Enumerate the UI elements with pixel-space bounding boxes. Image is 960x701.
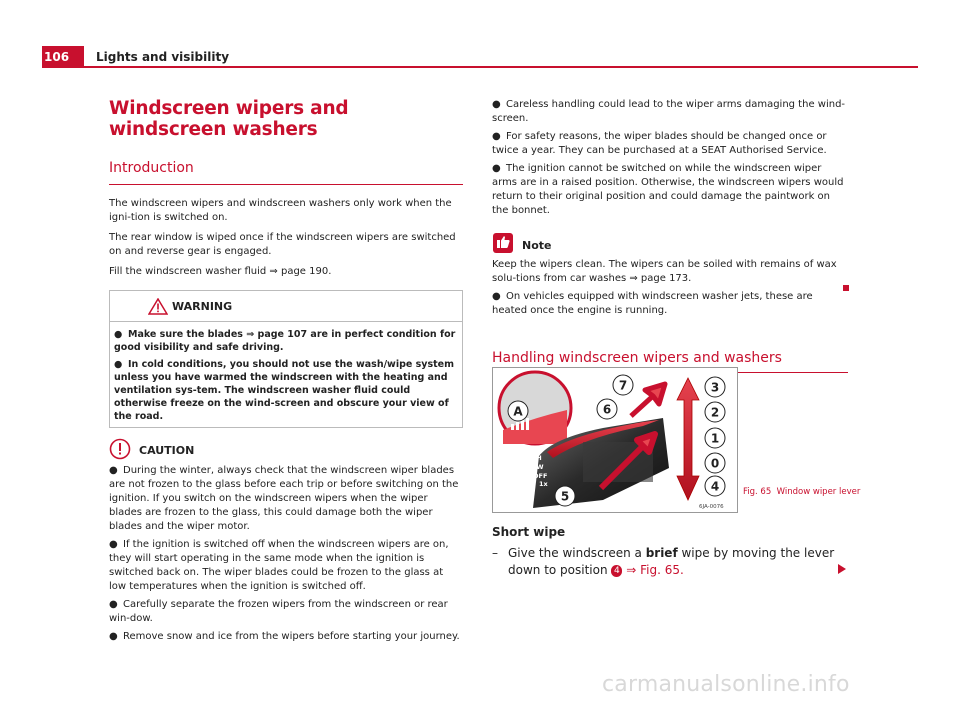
svg-text:A: A bbox=[513, 404, 523, 419]
lever-label-single: 1x bbox=[539, 480, 548, 488]
end-marker bbox=[843, 285, 849, 291]
watermark: carmanualsonline.info bbox=[602, 672, 850, 697]
callout-3 bbox=[705, 377, 725, 397]
callout-5 bbox=[555, 486, 575, 506]
callout-0 bbox=[705, 453, 725, 473]
svg-text:7: 7 bbox=[618, 378, 628, 393]
vertical-arrow bbox=[677, 378, 699, 500]
left-column bbox=[109, 98, 463, 644]
caution-header bbox=[109, 436, 463, 460]
svg-text:0: 0 bbox=[710, 456, 720, 471]
header-title: Lights and visibility bbox=[96, 50, 230, 64]
intro-paragraph-1: The windscreen wipers and windscreen washers only work when the igni-tion is switched on. bbox=[109, 198, 452, 223]
list-item: ● For safety reasons, the wiper blades should be changed once or twice a year. They can be purchased at a SEAT Authorised Service. bbox=[492, 131, 827, 156]
wiper-lever-illustration bbox=[493, 368, 737, 512]
note-header bbox=[492, 230, 848, 254]
svg-text:3: 3 bbox=[710, 380, 720, 395]
header-rule bbox=[84, 66, 918, 68]
figure-caption: Fig. 65 Window wiper lever bbox=[743, 487, 861, 497]
page-number: 106 bbox=[42, 46, 84, 68]
caution-item: ● During the winter, always check that the windscreen wiper blades are not frozen to the glass before each trip or before switching on the ignition. If you switch on the windscreen wipers when the wiper blades are frozen to the glass, this could damage both the wiper blades and the wiper motor. bbox=[109, 465, 459, 532]
note-paragraph: Keep the wipers clean. The wipers can be soiled with remains of wax solu-tions from car washes ⇒ page 173. bbox=[492, 259, 837, 284]
svg-text:4: 4 bbox=[710, 479, 720, 494]
right-column bbox=[492, 98, 848, 373]
position-badge: 4 bbox=[611, 565, 622, 577]
lever-label-high: HIGH bbox=[523, 454, 542, 462]
caution-item: ● Remove snow and ice from the wipers before starting your journey. bbox=[109, 631, 460, 642]
note-icon bbox=[492, 232, 514, 254]
svg-text:2: 2 bbox=[710, 405, 720, 420]
warning-label: WARNING bbox=[172, 300, 233, 313]
caution-item: ● Carefully separate the frozen wipers from the windscreen or rear win-dow. bbox=[109, 599, 448, 624]
note-label: Note bbox=[522, 239, 552, 252]
lever-label-off: OFF bbox=[533, 472, 548, 480]
diagonal-arrow-upper bbox=[631, 384, 665, 416]
page-title: Windscreen wipers and windscreen washers bbox=[109, 98, 349, 140]
callout-4 bbox=[705, 476, 725, 496]
list-item: ● The ignition cannot be switched on while the windscreen wiper arms are in a raised position. Otherwise, the windscreen wipers would return to their original position and could damage the paintwork on the bonnet. bbox=[492, 163, 844, 216]
continue-arrow-icon bbox=[838, 564, 846, 574]
svg-text:5: 5 bbox=[560, 489, 570, 504]
introduction-heading: Introduction bbox=[109, 160, 194, 176]
intro-paragraph-3: Fill the windscreen washer fluid ⇒ page 190. bbox=[109, 266, 332, 277]
svg-text:6: 6 bbox=[602, 402, 612, 417]
figure-wiper-lever bbox=[492, 367, 738, 513]
figure-reference[interactable]: ⇒ Fig. 65. bbox=[622, 563, 684, 577]
warning-header bbox=[110, 291, 462, 322]
callout-2 bbox=[705, 402, 725, 422]
caution-item: ● If the ignition is switched off when the windscreen wipers are on, they will start operating in the same mode when the ignition is switched back on. The wiper blades could be frozen to the glass at low temperatures when the ignition is switched off. bbox=[109, 539, 449, 592]
warning-item: ● Make sure the blades ⇒ page 107 are in perfect condition for good visibility and safe driving. bbox=[114, 329, 456, 353]
list-item: ● Careless handling could lead to the wiper arms damaging the wind-screen. bbox=[492, 99, 846, 124]
intro-paragraph-2: The rear window is wiped once if the windscreen wipers are switched on and reverse gear is engaged. bbox=[109, 232, 456, 257]
callout-6 bbox=[597, 399, 617, 419]
lever-label-low: LOW bbox=[527, 463, 544, 471]
handling-heading: Handling windscreen wipers and washers bbox=[492, 350, 782, 366]
caution-label: CAUTION bbox=[139, 444, 195, 457]
short-wipe-instruction: – Give the windscreen a brief wipe by moving the lever down to position 4 ⇒ Fig. 65. bbox=[492, 546, 835, 577]
caution-icon bbox=[109, 438, 131, 460]
warning-box bbox=[109, 290, 463, 428]
callout-7 bbox=[613, 375, 633, 395]
svg-text:1: 1 bbox=[710, 431, 720, 446]
figure-code: 6JA-0076 bbox=[699, 504, 724, 510]
warning-triangle-icon bbox=[148, 298, 168, 315]
warning-item: ● In cold conditions, you should not use the wash/wipe system unless you have warmed the windscreen with the heating and ventilation sys-tem. The windscreen washer fluid could otherwise freeze on the wind-screen and obscure your view of the road. bbox=[114, 359, 455, 422]
callout-1 bbox=[705, 428, 725, 448]
note-item: ● On vehicles equipped with windscreen washer jets, these are heated once the engine is running. bbox=[492, 291, 813, 316]
callout-a bbox=[508, 401, 528, 421]
short-wipe-heading: Short wipe bbox=[492, 525, 566, 539]
